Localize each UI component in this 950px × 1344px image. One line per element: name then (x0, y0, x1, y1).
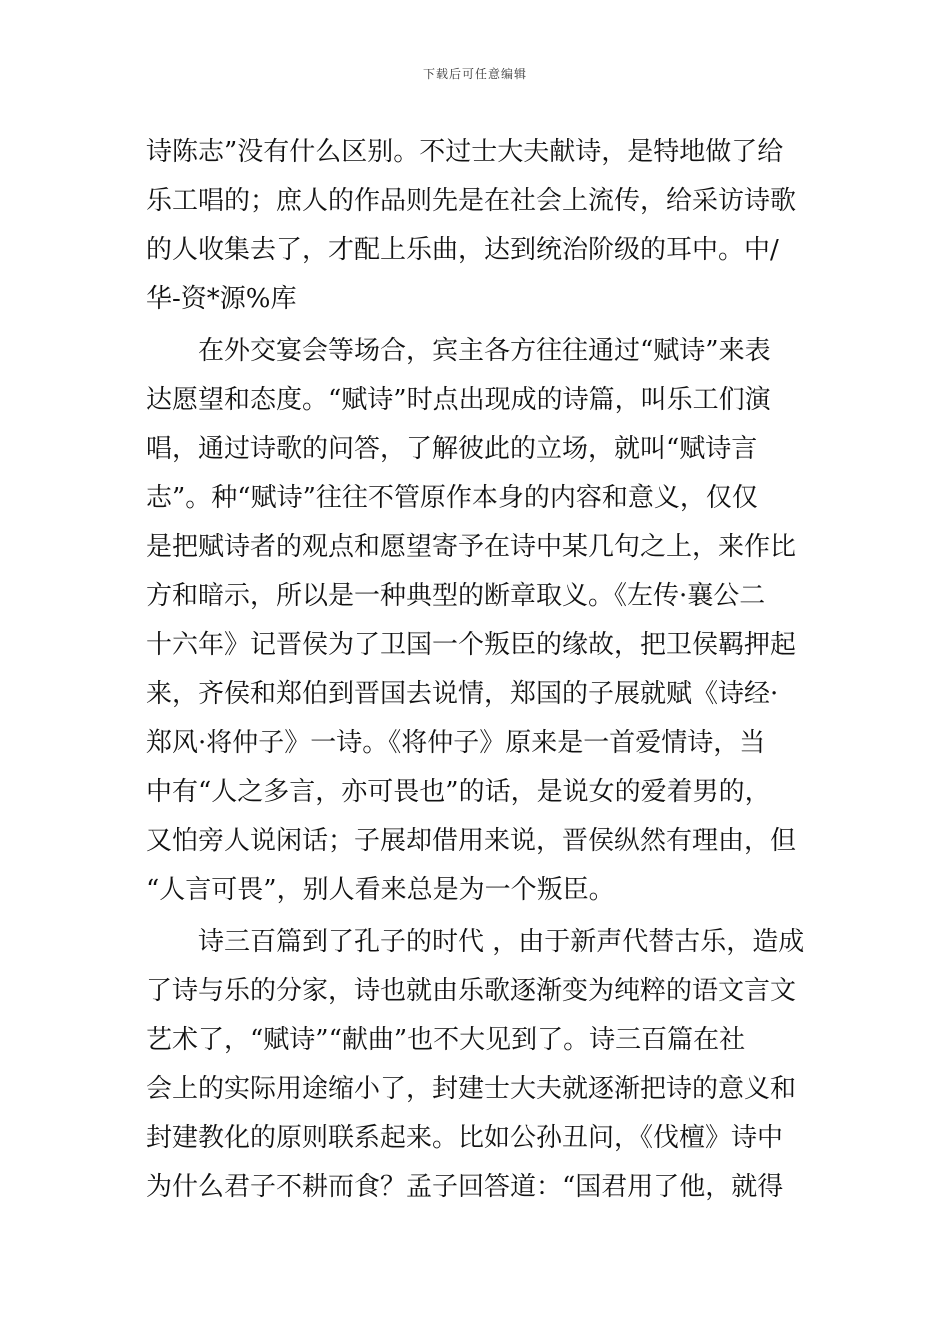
text-line: 华-资*源%库 (146, 284, 297, 314)
paragraph-3 (146, 918, 806, 1212)
text-line: 诗陈志”没有什么区别。不过士大夫献诗，是特地做了给 (146, 137, 784, 167)
text-line: 在外交宴会等场合，宾主各方往往通过“赋诗”来表 (146, 336, 771, 366)
text-line: 十六年》记晋侯为了卫国一个叛臣的缘故，把卫侯羁押起 (146, 630, 797, 660)
text-line: 又怕旁人说闲话；子展却借用来说，晋侯纵然有理由，但 (146, 826, 797, 856)
text-line: 达愿望和态度。“赋诗”时点出现成的诗篇，叫乐工们演 (146, 385, 771, 415)
document-body (146, 128, 806, 1212)
page-header: 下载后可任意编辑 (422, 67, 527, 81)
text-line: 乐工唱的；庶人的作品则先是在社会上流传，给采访诗歌 (146, 186, 797, 216)
text-line: 艺术了，“赋诗”“献曲”也不大见到了。诗三百篇在社 (146, 1025, 746, 1055)
text-line: 志”。种“赋诗”往往不管原作本身的内容和意义，仅仅 (146, 483, 758, 513)
text-line: 中有“人之多言，亦可畏也”的话，是说女的爱着男的， (146, 777, 771, 807)
text-line: 为什么君子不耕而食？孟子回答道：“国君用了他，就得 (146, 1172, 784, 1202)
paragraph-2 (146, 327, 806, 915)
text-line: 了诗与乐的分家，诗也就由乐歌逐渐变为纯粹的语文言文 (146, 976, 797, 1006)
text-line: 的人收集去了，才配上乐曲，达到统治阶级的耳中。中/ (146, 235, 779, 265)
text-line: 封建教化的原则联系起来。比如公孙丑问，《伐檀》诗中 (146, 1123, 784, 1153)
paragraph-1 (146, 128, 806, 324)
text-line: 诗三百篇到了孔子的时代 ，由于新声代替古乐，造成 (146, 927, 805, 957)
text-line: 唱，通过诗歌的问答，了解彼此的立场，就叫“赋诗言 (146, 434, 758, 464)
text-line: 郑风·将仲子》一诗。《将仲子》原来是一首爱情诗，当 (146, 728, 766, 758)
text-line: 是把赋诗者的观点和愿望寄予在诗中某几句之上，来作比 (146, 532, 797, 562)
text-line: 方和暗示，所以是一种典型的断章取义。《左传·襄公二 (146, 581, 766, 611)
text-line: “人言可畏”，别人看来总是为一个叛臣。 (146, 875, 615, 905)
text-line: 来，齐侯和郑伯到晋国去说情，郑国的子展就赋《诗经· (146, 679, 779, 709)
text-line: 会上的实际用途缩小了，封建士大夫就逐渐把诗的意义和 (146, 1074, 797, 1104)
